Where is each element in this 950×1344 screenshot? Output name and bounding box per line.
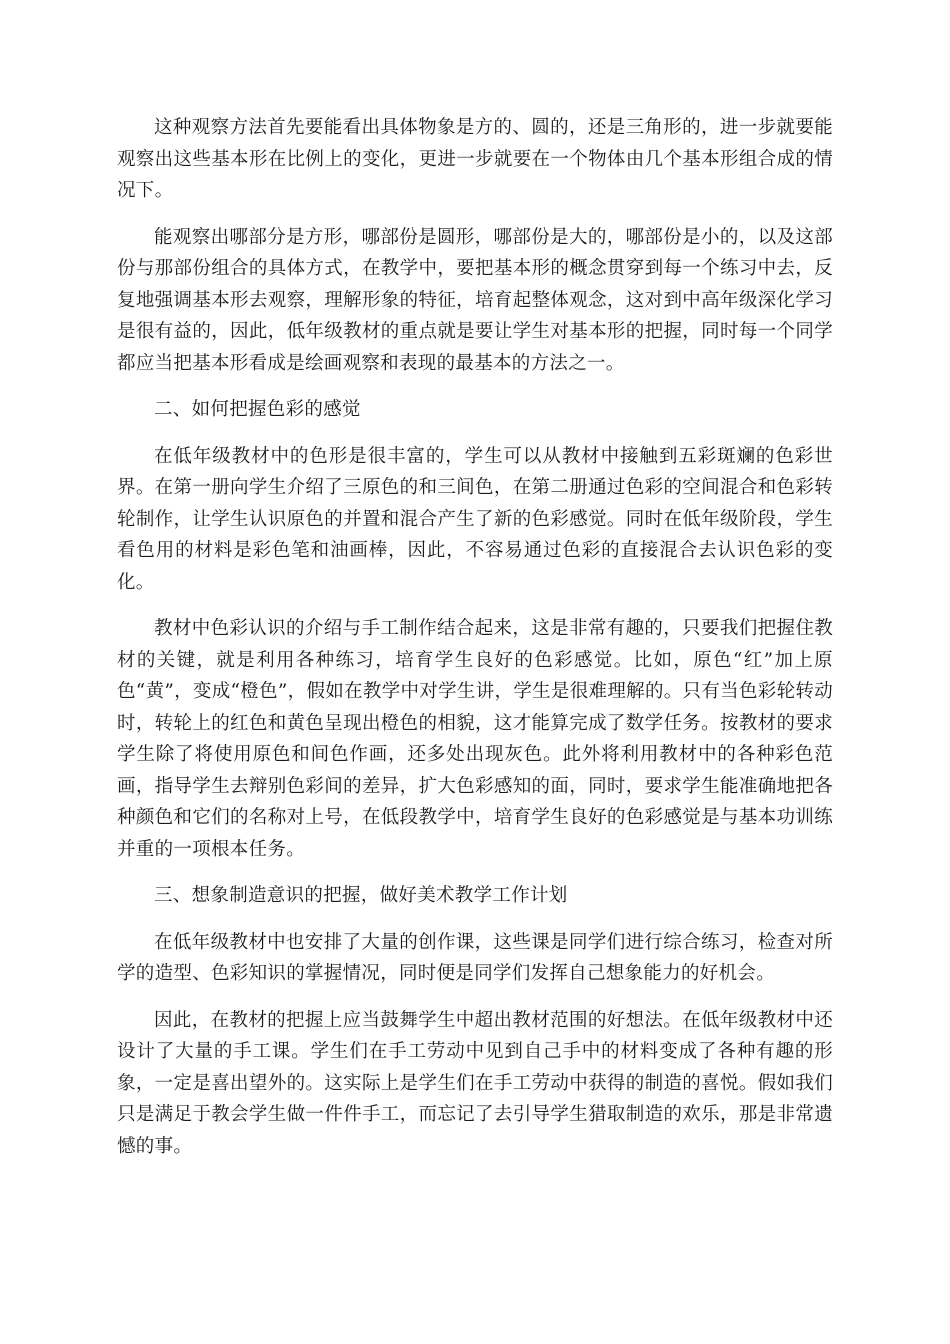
paragraph-color-world: 在低年级教材中的色形是很丰富的，学生可以从教材中接触到五彩斑斓的色彩世界。在第一册向学生介绍了三原色的和三间色，在第二册通过色彩的空间混合和色彩转轮制作，让学生认识原色的并置和混合产生了新的色彩感觉。同时在低年级阶段，学生看色用的材料是彩色笔和油画棒，因此，不容易通过色彩的直接混合去认识色彩的变化。	[117, 445, 833, 593]
document-page	[117, 112, 833, 1177]
paragraph-basic-shapes: 能观察出哪部分是方形，哪部份是圆形，哪部份是大的，哪部份是小的，以及这部份与那部份组合的具体方式，在教学中，要把基本形的概念贯穿到每一个练习中去，反复地强调基本形去观察，理解形象的特征，培育起整体观念，这对到中高年级深化学习是很有益的，因此，低年级教材的重点就是要让学生对基本形的把握，同时每一个同学都应当把基本形看成是绘画观察和表现的最基本的方法之一。	[117, 226, 833, 374]
paragraph-creative-lessons: 在低年级教材中也安排了大量的创作课，这些课是同学们进行综合练习，检查对所学的造型、色彩知识的掌握情况，同时便是同学们发挥自己想象能力的好机会。	[117, 931, 833, 984]
paragraph-handcraft-joy: 因此，在教材的把握上应当鼓舞学生中超出教材范围的好想法。在低年级教材中还设计了大量的手工课。学生们在手工劳动中见到自己手中的材料变成了各种有趣的形象，一定是喜出望外的。这实际上是学生们在手工劳动中获得的制造的喜悦。假如我们只是满足于教会学生做一件件手工，而忘记了去引导学生猎取制造的欢乐，那是非常遗憾的事。	[117, 1009, 833, 1157]
section-heading-color: 二、如何把握色彩的感觉	[154, 399, 361, 420]
paragraph-observation-method: 这种观察方法首先要能看出具体物象是方的、圆的，还是三角形的，进一步就要能观察出这些基本形在比例上的变化，更进一步就要在一个物体由几个基本形组合成的情况下。	[117, 117, 833, 201]
section-heading-imagination: 三、想象制造意识的把握，做好美术教学工作计划	[154, 885, 568, 906]
paragraph-color-handcraft: 教材中色彩认识的介绍与手工制作结合起来，这是非常有趣的，只要我们把握住教材的关键，就是利用各种练习，培育学生良好的色彩感觉。比如，原色“红”加上原色“黄”，变成“橙色”，假如在教学中对学生讲，学生是很难理解的。只有当色彩轮转动时，转轮上的红色和黄色呈现出橙色的相貌，这才能算完成了数学任务。按教材的要求学生除了将使用原色和间色作画，还多处出现灰色。此外将利用教材中的各种彩色范画，指导学生去辩别色彩间的差异，扩大色彩感知的面，同时，要求学生能准确地把各种颜色和它们的名称对上号，在低段教学中，培育学生良好的色彩感觉是与基本功训练并重的一项根本任务。	[117, 618, 833, 860]
